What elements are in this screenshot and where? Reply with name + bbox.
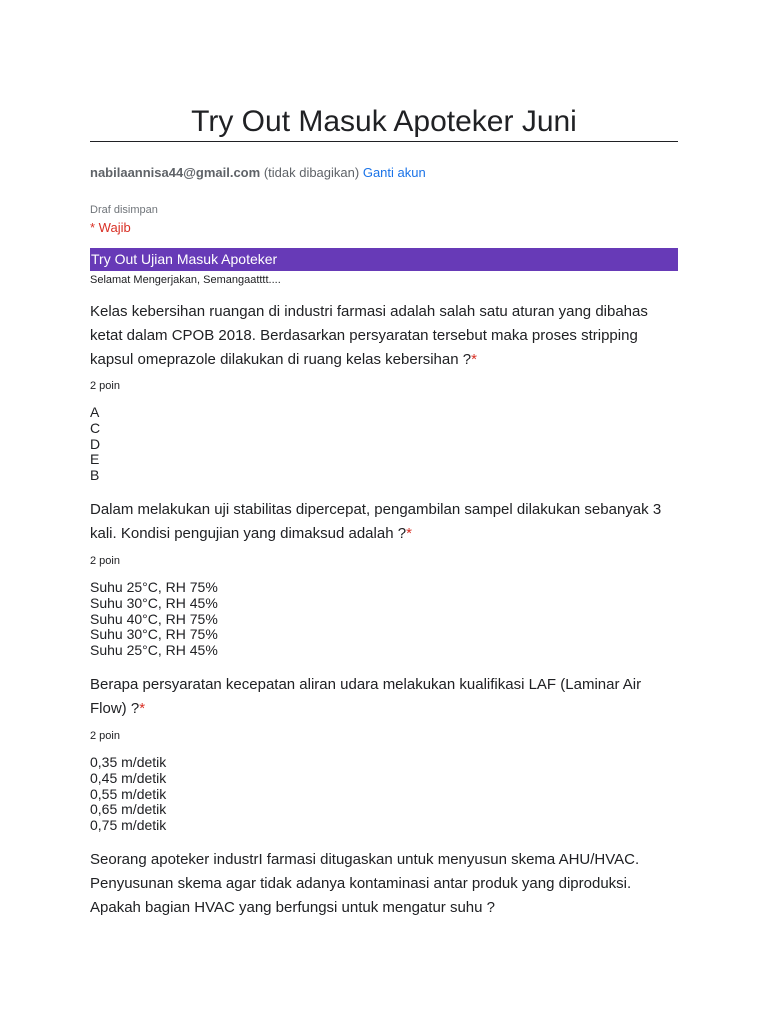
required-note: * Wajib	[90, 220, 131, 235]
account-email: nabilaannisa44@gmail.com	[90, 165, 261, 180]
question-3-options	[90, 755, 166, 834]
option-item[interactable]: C	[90, 419, 101, 436]
option-item[interactable]: E	[90, 451, 100, 468]
question-3-label: Berapa persyaratan kecepatan aliran udara melakukan kualifikasi LAF (Laminar Air Flow) ?	[90, 676, 642, 717]
title-divider	[90, 141, 678, 142]
question-3-points: 2 poin	[90, 730, 120, 742]
question-2-options	[90, 580, 218, 659]
required-asterisk: *	[139, 700, 146, 717]
question-2-points: 2 poin	[90, 555, 120, 567]
required-asterisk: *	[471, 351, 477, 368]
option-item[interactable]: 0,35 m/detik	[90, 754, 167, 770]
required-asterisk: *	[406, 525, 412, 542]
option-item[interactable]: Suhu 25°C, RH 45%	[90, 642, 218, 659]
draft-status: Draf disimpan	[90, 204, 158, 216]
section-title: Try Out Ujian Masuk Apoteker	[90, 248, 678, 271]
option-item[interactable]: B	[90, 467, 100, 484]
option-item[interactable]: D	[90, 435, 101, 452]
form-title: Try Out Masuk Apoteker Juni	[191, 105, 577, 138]
question-4-text: Seorang apoteker industrI farmasi ditugaskan untuk menyusun skema AHU/HVAC. Penyusunan skema agar tidak adanya kontaminasi antar produk yang diproduksi. Apakah bagian HVAC yang berfungsi untuk mengatur suhu ?	[90, 851, 640, 916]
switch-account-link[interactable]: Ganti akun	[362, 165, 426, 180]
option-item[interactable]: 0,65 m/detik	[90, 801, 167, 818]
option-item[interactable]: Suhu 25°C, RH 75%	[90, 579, 218, 595]
question-1-options	[90, 405, 100, 484]
account-note: (tidak dibagikan)	[263, 165, 360, 180]
section-description: Selamat Mengerjakan, Semangaatttt....	[90, 274, 281, 286]
option-item[interactable]: A	[90, 404, 100, 420]
question-1-points: 2 poin	[90, 380, 120, 392]
option-item[interactable]: 0,55 m/detik	[90, 785, 167, 802]
option-item[interactable]: Suhu 30°C, RH 45%	[90, 594, 218, 611]
option-item[interactable]: 0,75 m/detik	[90, 817, 167, 834]
question-2-text	[90, 498, 680, 546]
option-item[interactable]: 0,45 m/detik	[90, 769, 167, 786]
account-info	[90, 165, 426, 181]
option-item[interactable]: Suhu 30°C, RH 75%	[90, 626, 218, 643]
question-1-text	[90, 300, 680, 372]
question-1-label: Kelas kebersihan ruangan di industri farmasi adalah salah satu aturan yang dibahas ketat dalam CPOB 2018. Berdasarkan persyaratan tersebut maka proses stripping kapsul omeprazole dilakukan di ruang kelas kebersihan ?	[90, 303, 648, 368]
option-item[interactable]: Suhu 40°C, RH 75%	[90, 610, 218, 627]
question-2-label: Dalam melakukan uji stabilitas dipercepat, pengambilan sampel dilakukan sebanyak 3 kali. Kondisi pengujian yang dimaksud adalah ?	[90, 501, 662, 542]
question-3-text	[90, 673, 680, 721]
